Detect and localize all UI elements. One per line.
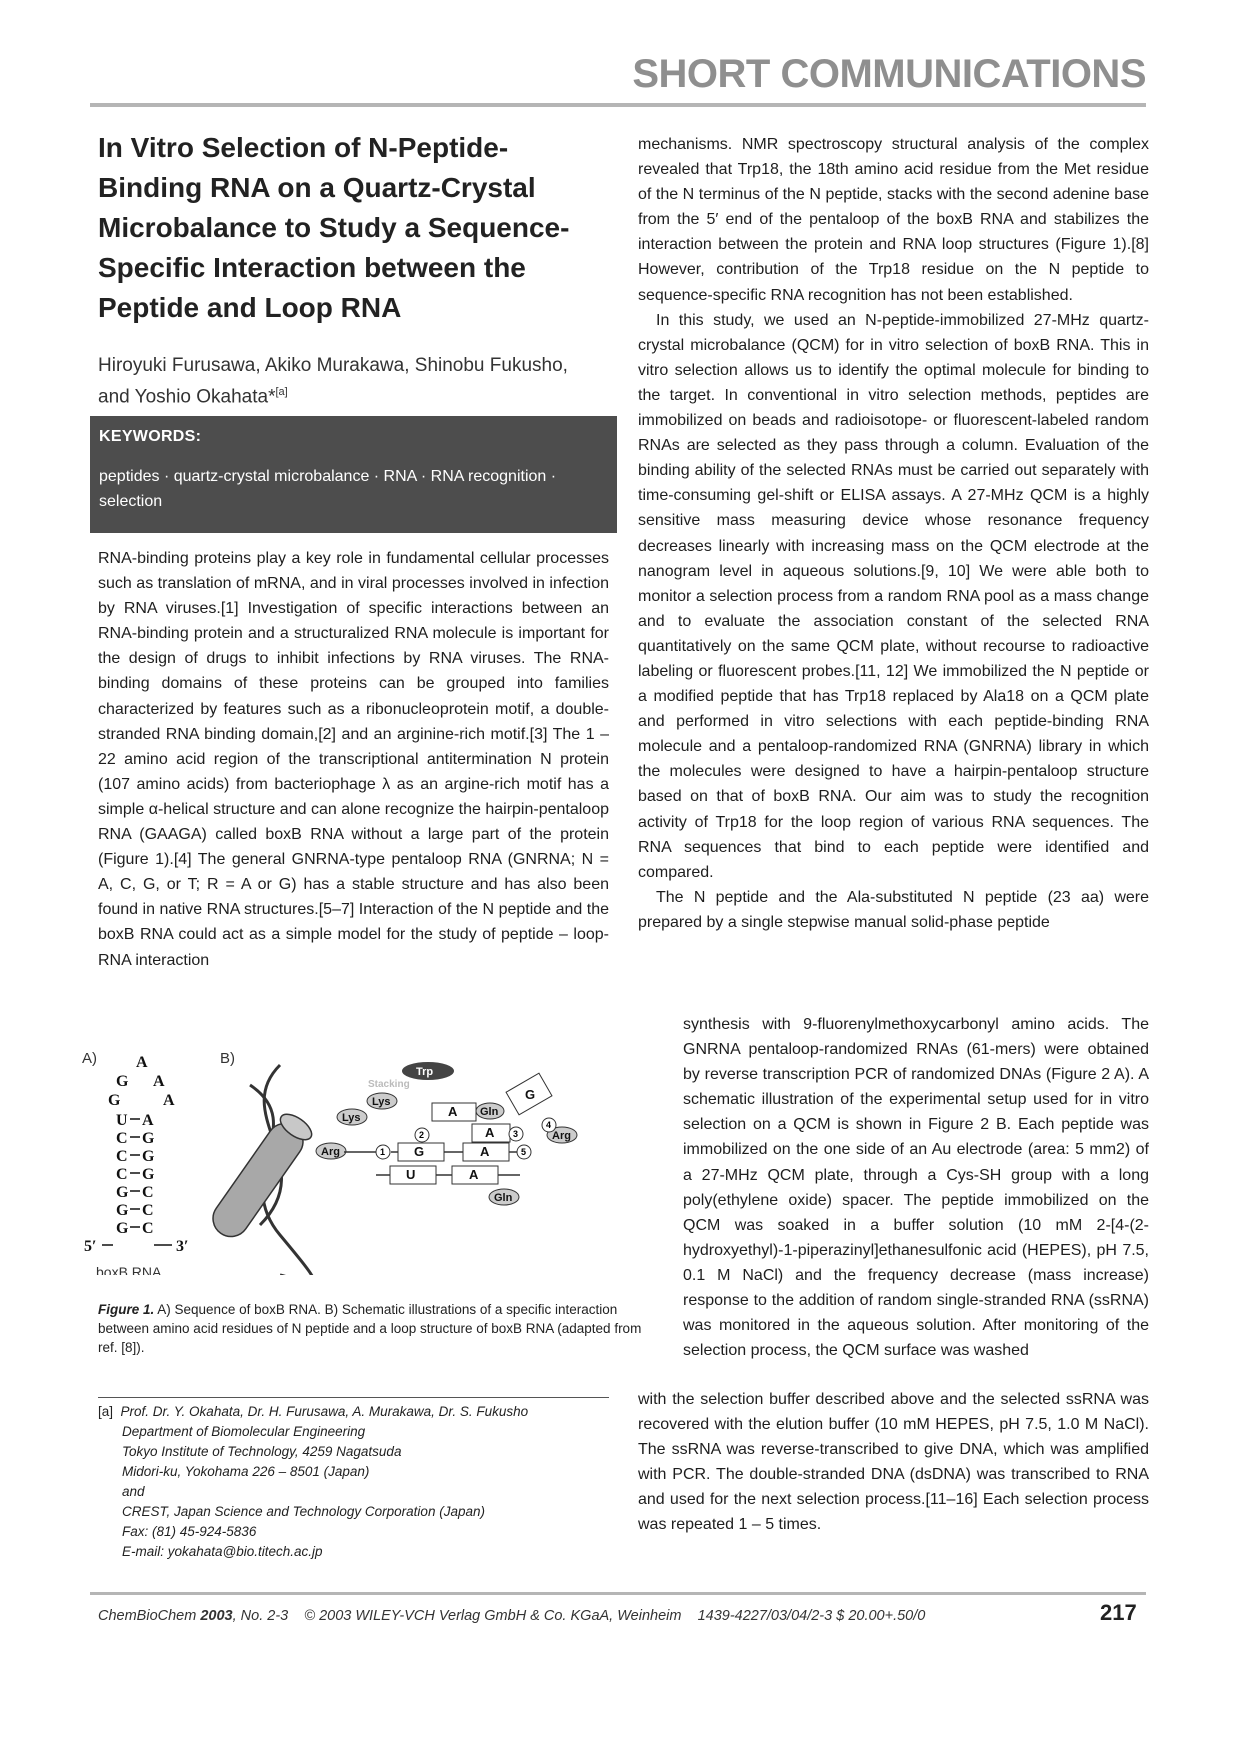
loop-base: A — [153, 1073, 165, 1090]
section-header: SHORT COMMUNICATIONS — [632, 52, 1146, 96]
stem-base: G — [142, 1130, 155, 1147]
loop-base: G — [108, 1092, 121, 1109]
stem-base: C — [116, 1166, 128, 1183]
title-line: Peptide and Loop RNA — [98, 292, 402, 323]
gln-label: Gln — [480, 1106, 499, 1118]
stem-base: C — [116, 1148, 128, 1165]
stem-base: C — [116, 1130, 128, 1147]
keywords-list: peptides · quartz-crystal microbalance · RNA · RNA recognition · selection — [99, 468, 557, 510]
circle-num: 3 — [513, 1129, 519, 1139]
affiliation-line: Fax: (81) 45-924-5836 — [122, 1524, 257, 1539]
page-number: 217 — [1100, 1600, 1137, 1625]
circle-num: 1 — [380, 1147, 386, 1157]
gln-label: Gln — [494, 1192, 513, 1204]
affiliation-line: Midori-ku, Yokohama 226 – 8501 (Japan) — [122, 1464, 370, 1479]
paragraph: In this study, we used an N-peptide-immobilized 27-MHz quartz-crystal microbalance (QCM) for in vitro selection of boxB RNA. This in vitro selection allows us to identify the optimal molecule for binding to the target. In conventional in vitro selection methods, peptides are immobilized on beads and radioisotope- or fluorescent-labeled random RNAs are selected as they pass through a column. Evaluation of the binding ability of the selected RNAs must be carried out separately with time-consuming gel-shift or ELISA assays. A 27-MHz QCM is a highly sensitive mass measuring device whose resonance frequency decreases linearly with increasing mass on the QCM electrode at the nanogram level in aqueous solutions.[9, 10] We were able both to monitor a selection process from a random RNA pool as a mass change and to evaluate the association constant of the selected RNA quantitatively on the same QCM plate, without recourse to radioactive labeling or fluorescent probes.[11, 12] We immobilized the N peptide or a modified peptide that has Trp18 replaced by Ala18 on a QCM plate and performed in vitro selections with each peptide-binding RNA molecule and a pentaloop-randomized RNA (GNRNA) library in which the molecules were designed to have a hairpin-pentaloop structure based on that of boxB RNA. Our aim was to study the recognition activity of Trp18 for the loop region of various RNA sequences. The RNA sequences that bind to each peptide were identified and compared. — [638, 311, 1149, 881]
base-a: A — [448, 1104, 458, 1119]
body-right-column — [638, 132, 1149, 935]
stem-base: G — [116, 1220, 129, 1237]
stem-base: G — [142, 1148, 155, 1165]
affiliation-line: E-mail: yokahata@bio.titech.ac.jp — [122, 1544, 323, 1559]
header-rule — [90, 103, 1146, 107]
body-left-column — [98, 546, 609, 973]
affiliation-line: Department of Biomolecular Engineering — [122, 1424, 366, 1439]
base-a: A — [469, 1167, 479, 1182]
paragraph: The N peptide and the Ala-substituted N peptide (23 aa) were prepared by a single stepwise manual solid-phase peptide — [638, 888, 1149, 931]
figure-1-graphic — [80, 1045, 650, 1275]
circle-num: 2 — [419, 1130, 425, 1140]
panel-a-caption: boxB RNA — [96, 1264, 162, 1275]
base-g: G — [525, 1087, 536, 1102]
panel-b-label: B) — [220, 1050, 235, 1067]
caption-text: A) Sequence of boxB RNA. B) Schematic illustrations of a specific interaction between amino acid residues of N peptide and a loop structure of boxB RNA (adapted from ref. [8]). — [98, 1302, 642, 1355]
copyright: © 2003 WILEY-VCH Verlag GmbH & Co. KGaA, Weinheim — [304, 1608, 682, 1624]
stem — [102, 1112, 172, 1245]
affiliation-line: and — [122, 1484, 145, 1499]
stem-base: C — [142, 1220, 154, 1237]
author-list — [98, 352, 618, 410]
authors-line — [98, 379, 618, 410]
authors-line: Hiroyuki Furusawa, Akiko Murakawa, Shinobu Fukusho, — [98, 355, 568, 376]
affiliation-line: Prof. Dr. Y. Okahata, Dr. H. Furusawa, A. Murakawa, Dr. S. Fukusho — [120, 1404, 529, 1419]
paragraph: RNA-binding proteins play a key role in fundamental cellular processes such as translation of mRNA, and in viral processes involved in infection by RNA viruses.[1] Investigation of specific interactions between an RNA-binding protein and a structuralized RNA molecule is important for the design of drugs to inhibit infections by RNA viruses. The RNA-binding domains of these proteins can be grouped into families characterized by features such as a ribonucleoprotein motif, a double-stranded RNA binding domain,[2] and an arginine-rich motif.[3] The 1 – 22 amino acid region of the transcriptional antitermination N protein (107 amino acids) from bacteriophage λ as an argine-rich motif has a simple α-helical structure and can alone recognize the hairpin-pentaloop RNA (GAAGA) called boxB RNA without a large part of the protein (Figure 1).[4] The general GNRNA-type pentaloop RNA (GNRNA; N = A, C, G, or T; R = A or G) has a stable structure and has also been found in native RNA structures.[5–7] Interaction of the N peptide and the boxB RNA could act as a simple model for the study of peptide – loop-RNA interaction — [98, 550, 609, 969]
interaction-schematic — [316, 1062, 577, 1205]
authors-line-2: and Yoshio Okahata* — [98, 386, 276, 408]
affiliation-first-line — [98, 1402, 618, 1422]
footer — [98, 1608, 925, 1624]
stacking-label: Stacking — [368, 1079, 410, 1090]
stem-base: G — [116, 1202, 129, 1219]
paragraph: synthesis with 9-fluorenylmethoxycarbonyl amino acids. The GNRNA pentaloop-randomized RNAs (61-mers) were obtained by reverse transcription PCR of randomized DNAs (Figure 2 A). A schematic illustration of the experimental setup used for in vitro selection on a QCM is shown in Figure 2 B. Each peptide was immobilized on the one side of an Au electrode (area: 5 mm2) of a 27-MHz QCM plate, through a Cys-SH group with a long poly(ethylene oxide) spacer. The peptide immobilized on the QCM was soaked in a buffer solution (10 mM 2-[4-(2-hydroxyethyl)-1-piperazinyl]ethanesulfonic acid (HEPES), pH 7.5, 0.1 M NaCl) and the frequency decrease (mass increase) response to the addition of random single-stranded RNA (ssRNA) was monitored in the aqueous solution. After monitoring of the selection process, the QCM surface was washed — [683, 1016, 1149, 1360]
journal-year: 2003 — [200, 1608, 233, 1624]
article-code: 1439-4227/03/04/2-3 $ 20.00+.50/0 — [697, 1608, 926, 1624]
circle-num: 4 — [546, 1120, 552, 1130]
lys-label: Lys — [372, 1096, 391, 1108]
stem-base: G — [142, 1166, 155, 1183]
keywords-box — [90, 416, 617, 533]
arg-label: Arg — [552, 1130, 571, 1142]
base-g: G — [414, 1144, 425, 1159]
caption-label: Figure 1. — [98, 1302, 155, 1317]
body-right-column-wrap — [683, 1012, 1149, 1363]
paragraph: with the selection buffer described above and the selected ssRNA was recovered with the elution buffer (10 mM HEPES, pH 7.5, 1.0 M NaCl). The ssRNA was reverse-transcribed to give DNA, which was amplified with PCR. The double-stranded DNA (dsDNA) was transcribed to RNA and used for the next selection process.[11–16] Each selection process was repeated 1 – 5 times. — [638, 1391, 1149, 1534]
stem-base: U — [116, 1112, 128, 1129]
body-right-column-end — [638, 1387, 1149, 1538]
title-line: Specific Interaction between the — [98, 252, 526, 283]
paragraph: mechanisms. NMR spectroscopy structural analysis of the complex revealed that Trp18, the 18th amino acid residue from the Met residue of the N terminus of the N peptide, stacks with the second adenine base from the 5′ end of the pentaloop of the boxB RNA and stabilizes the interaction between the protein and RNA loop structures (Figure 1).[8] However, contribution of the Trp18 residue on the N peptide to sequence-specific RNA recognition has not been established. — [638, 136, 1149, 304]
figure-1 — [80, 1045, 650, 1275]
loop-base: G — [116, 1073, 129, 1090]
panel-a-label: A) — [82, 1050, 97, 1067]
base-a: A — [480, 1144, 490, 1159]
affiliation-marker: [a] — [98, 1404, 114, 1419]
footer-rule — [90, 1592, 1146, 1595]
stem-base: C — [142, 1184, 154, 1201]
five-prime-label: 5′ — [84, 1238, 97, 1255]
affiliation-line: CREST, Japan Science and Technology Corporation (Japan) — [122, 1504, 485, 1519]
author-note-marker: [a] — [275, 386, 288, 398]
stem-base: A — [142, 1112, 154, 1129]
stem-base: C — [142, 1202, 154, 1219]
affiliation — [98, 1402, 618, 1562]
title-line: Binding RNA on a Quartz-Crystal — [98, 172, 536, 203]
affiliation-line: Tokyo Institute of Technology, 4259 Nagatsuda — [122, 1444, 402, 1459]
loop-base: A — [163, 1092, 175, 1109]
figure-caption — [98, 1300, 653, 1357]
loop-base: A — [136, 1054, 148, 1071]
affiliation-rule — [98, 1397, 609, 1398]
journal-issue: , No. 2-3 — [232, 1608, 289, 1624]
trp-label: Trp — [416, 1066, 434, 1078]
article-title — [98, 128, 618, 328]
base-u: U — [406, 1167, 416, 1182]
circle-num: 5 — [521, 1147, 527, 1157]
arg-label: Arg — [321, 1146, 340, 1158]
base-a: A — [485, 1125, 495, 1140]
journal-name: ChemBioChem — [98, 1608, 197, 1624]
title-line: In Vitro Selection of N-Peptide- — [98, 132, 509, 163]
lys-label: Lys — [342, 1112, 361, 1124]
boxb-sequence — [84, 1054, 189, 1255]
title-line: Microbalance to Study a Sequence- — [98, 212, 570, 243]
three-prime-label: 3′ — [176, 1238, 189, 1255]
stem-base: G — [116, 1184, 129, 1201]
keywords-heading: KEYWORDS: — [99, 428, 202, 445]
